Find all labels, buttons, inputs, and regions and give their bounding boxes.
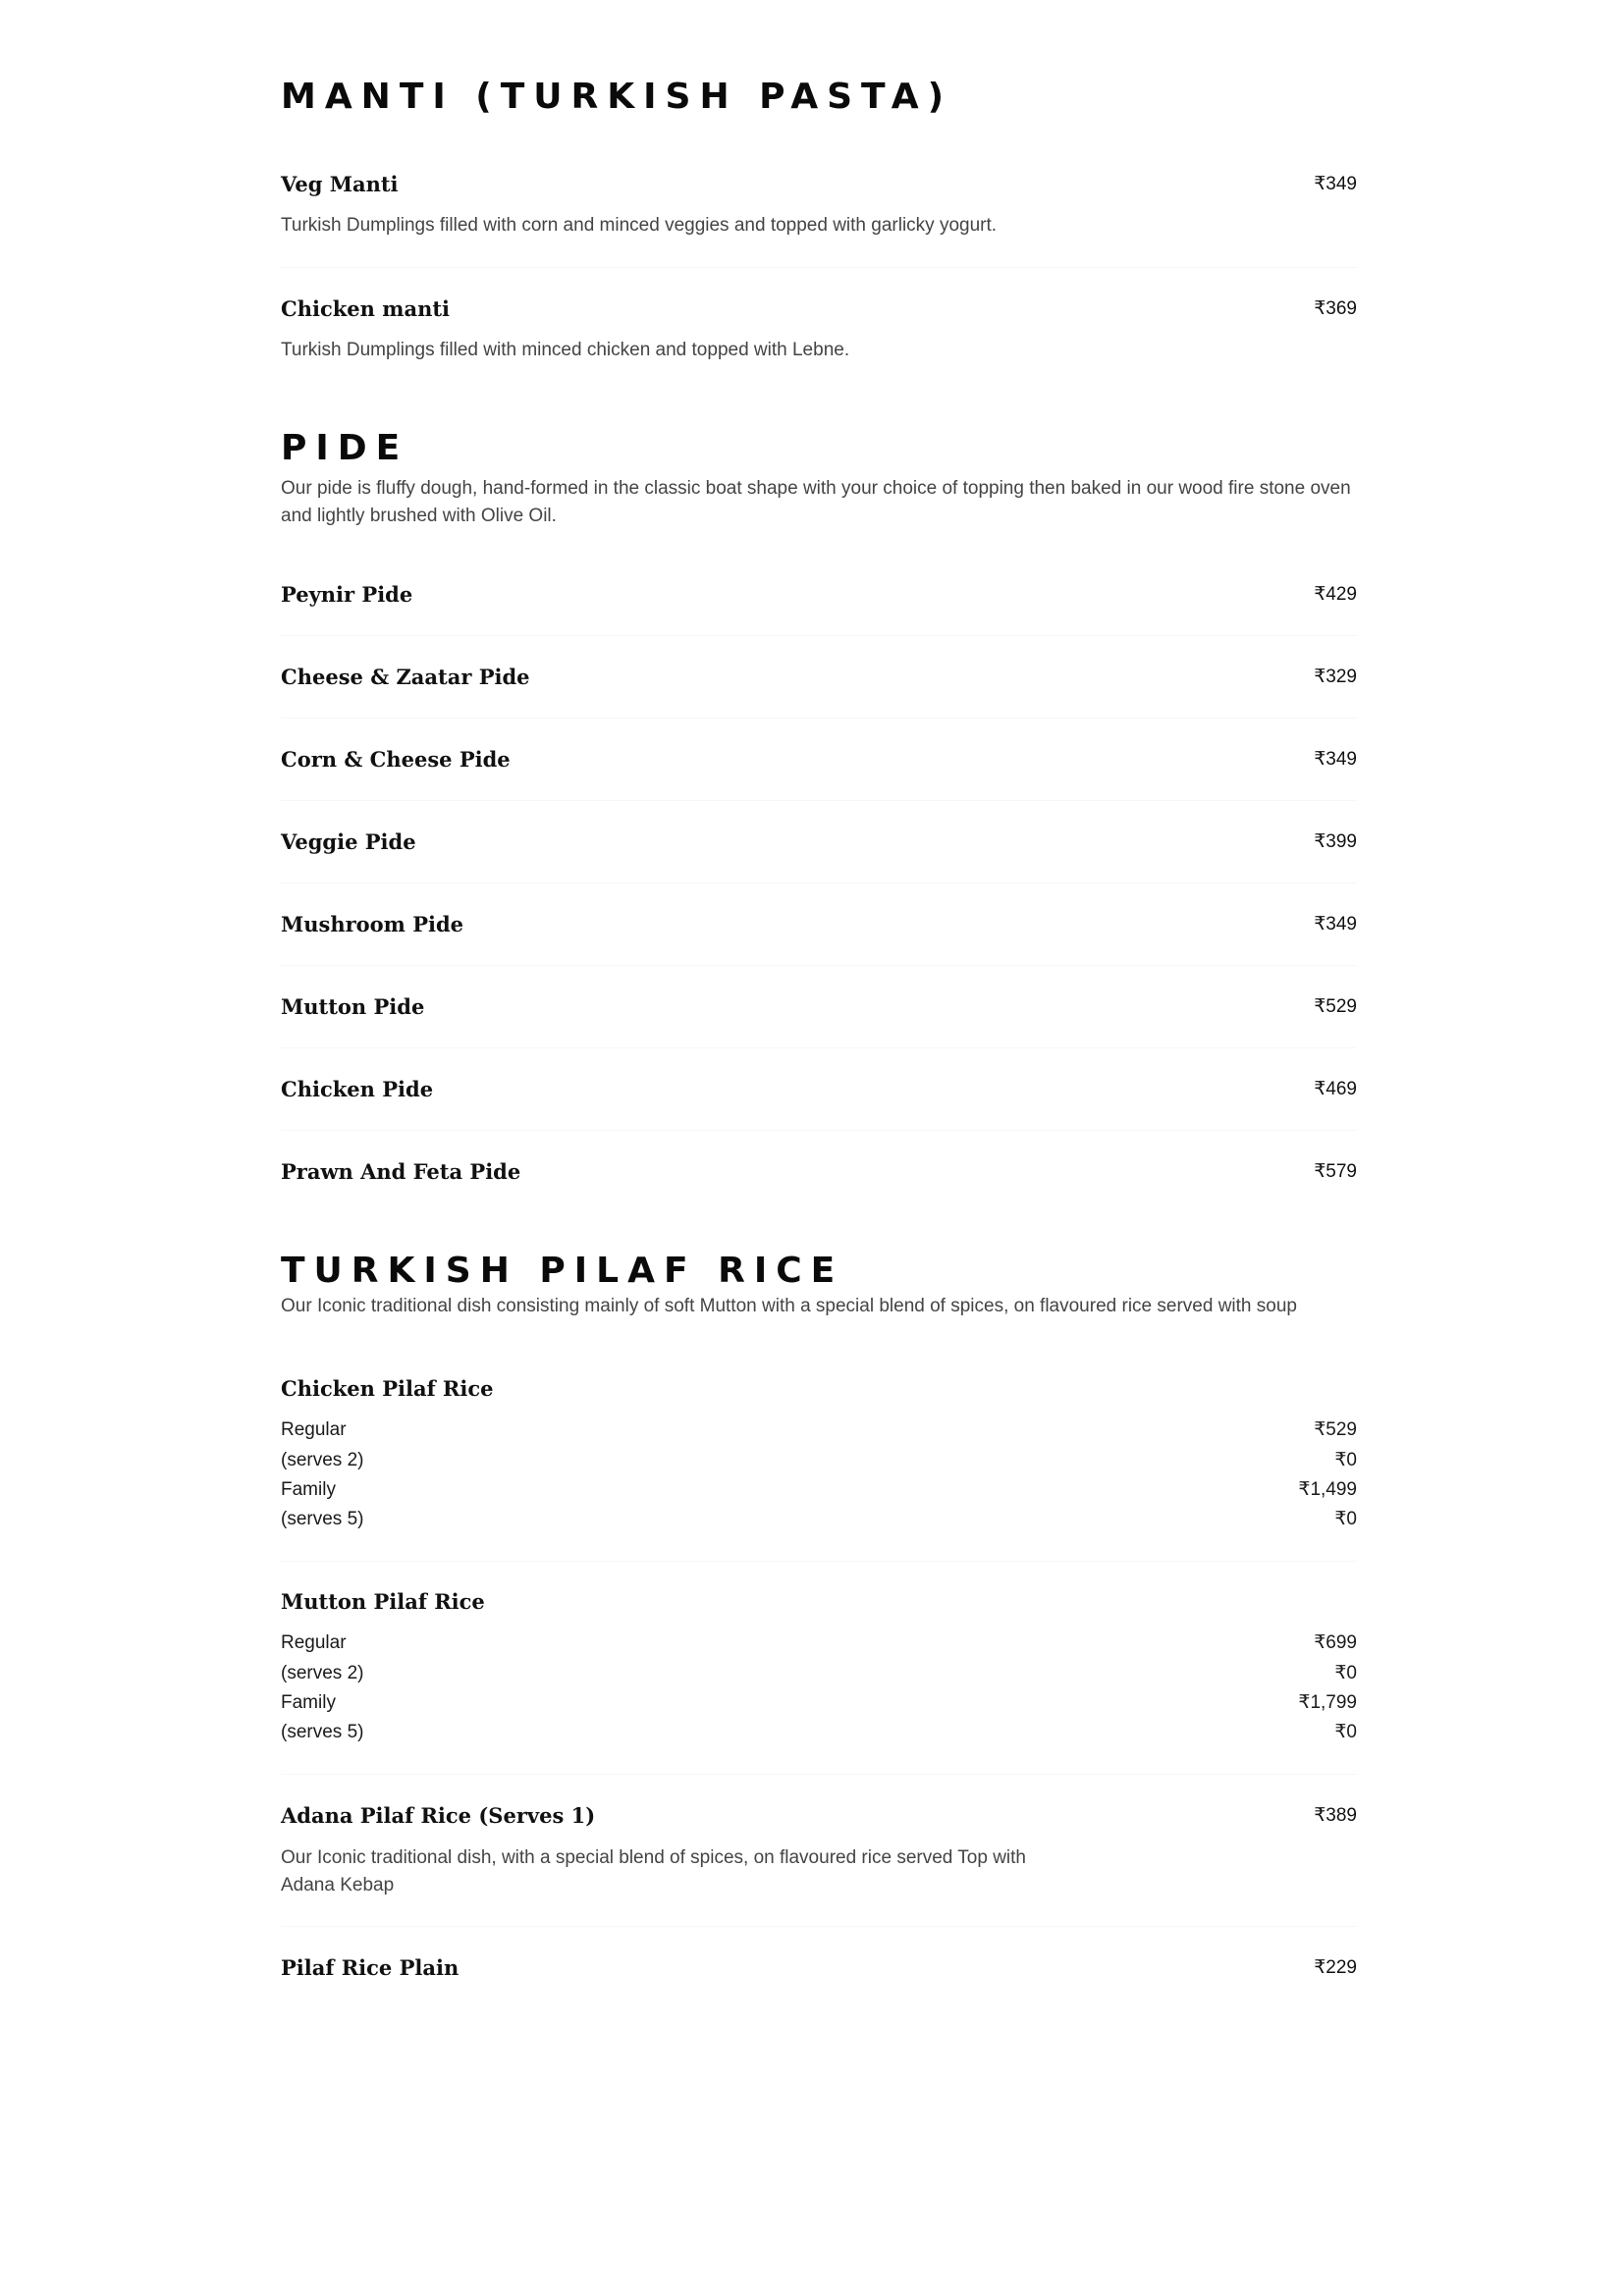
item-name: Veggie Pide bbox=[281, 829, 416, 854]
item-divider bbox=[281, 1561, 1357, 1562]
item-price: ₹349 bbox=[1314, 914, 1357, 934]
item-name: Mushroom Pide bbox=[281, 912, 464, 936]
variant-price: ₹529 bbox=[1314, 1419, 1357, 1440]
variant-row bbox=[281, 1446, 1357, 1475]
variant-price: ₹699 bbox=[1314, 1632, 1357, 1653]
item-name: Cheese & Zaatar Pide bbox=[281, 665, 530, 689]
item-price: ₹429 bbox=[1314, 584, 1357, 605]
item-description: Turkish Dumplings filled with corn and minced veggies and topped with garlicky yogurt. bbox=[281, 215, 998, 236]
menu-item-peynir-pide bbox=[281, 580, 1357, 610]
item-name: Corn & Cheese Pide bbox=[281, 747, 511, 772]
item-divider bbox=[281, 718, 1357, 719]
variant-price: ₹0 bbox=[1334, 1663, 1357, 1683]
item-description: Turkish Dumplings filled with minced chicken and topped with Lebne. bbox=[281, 340, 850, 360]
variant-price: ₹0 bbox=[1334, 1450, 1357, 1470]
item-divider bbox=[281, 882, 1357, 883]
item-price: ₹369 bbox=[1314, 298, 1357, 319]
menu-item-pilaf-rice-plain bbox=[281, 1953, 1357, 1983]
section-description-pilaf: Our Iconic traditional dish consisting mainly of soft Mutton with a special blend of spices, on flavoured rice served with soup bbox=[281, 1296, 1297, 1316]
variant-label: (serves 2) bbox=[281, 1663, 364, 1683]
variant-row bbox=[281, 1718, 1357, 1747]
variant-label: Regular bbox=[281, 1419, 347, 1440]
variant-price: ₹0 bbox=[1334, 1509, 1357, 1529]
item-price: ₹329 bbox=[1314, 667, 1357, 687]
item-name: Pilaf Rice Plain bbox=[281, 1955, 460, 1980]
menu-item-mushroom-pide bbox=[281, 910, 1357, 939]
item-divider bbox=[281, 800, 1357, 801]
item-price: ₹469 bbox=[1314, 1079, 1357, 1099]
variant-row bbox=[281, 1688, 1357, 1718]
menu-item-chicken-manti bbox=[281, 294, 1357, 324]
item-price: ₹349 bbox=[1314, 174, 1357, 194]
variant-label: (serves 2) bbox=[281, 1450, 364, 1470]
item-divider bbox=[281, 965, 1357, 966]
item-name: Mutton Pilaf Rice bbox=[281, 1589, 485, 1614]
item-name: Chicken Pilaf Rice bbox=[281, 1376, 494, 1401]
variant-label: (serves 5) bbox=[281, 1509, 364, 1529]
item-price: ₹399 bbox=[1314, 831, 1357, 852]
item-name: Adana Pilaf Rice (Serves 1) bbox=[281, 1803, 596, 1828]
item-divider bbox=[281, 1047, 1357, 1048]
item-divider bbox=[281, 1130, 1357, 1131]
item-name: Chicken Pide bbox=[281, 1077, 434, 1101]
variant-row bbox=[281, 1475, 1357, 1505]
item-divider bbox=[281, 635, 1357, 636]
item-description: Our Iconic traditional dish, with a special blend of spices, on flavoured rice served Top with Adana Kebap bbox=[281, 1847, 1026, 1896]
variant-price: ₹1,799 bbox=[1298, 1692, 1357, 1713]
item-price: ₹229 bbox=[1314, 1957, 1357, 1978]
menu-item-mutton-pilaf-rice bbox=[281, 1587, 1357, 1617]
variant-price: ₹1,499 bbox=[1298, 1479, 1357, 1500]
section-description-pide: Our pide is fluffy dough, hand-formed in the classic boat shape with your choice of topping then baked in our wood fire stone oven and lightly brushed with Olive Oil. bbox=[281, 478, 1351, 526]
variant-row bbox=[281, 1659, 1357, 1688]
variant-label: Family bbox=[281, 1479, 336, 1500]
item-price: ₹529 bbox=[1314, 996, 1357, 1017]
section-title-pide: PIDE bbox=[281, 428, 409, 468]
item-name: Peynir Pide bbox=[281, 582, 413, 607]
variant-price: ₹0 bbox=[1334, 1722, 1357, 1742]
menu-item-mutton-pide bbox=[281, 992, 1357, 1022]
variant-row bbox=[281, 1415, 1357, 1445]
menu-item-veg-manti bbox=[281, 170, 1357, 199]
item-price: ₹349 bbox=[1314, 749, 1357, 770]
item-price: ₹389 bbox=[1314, 1805, 1357, 1826]
item-name: Mutton Pide bbox=[281, 994, 425, 1019]
variant-row bbox=[281, 1629, 1357, 1658]
item-divider bbox=[281, 267, 1357, 268]
variant-label: Family bbox=[281, 1692, 336, 1713]
item-price: ₹579 bbox=[1314, 1161, 1357, 1182]
menu-item-adana-pilaf-rice bbox=[281, 1801, 1357, 1831]
variant-row bbox=[281, 1505, 1357, 1534]
variant-label: (serves 5) bbox=[281, 1722, 364, 1742]
menu-item-veggie-pide bbox=[281, 828, 1357, 857]
menu-item-corn-cheese-pide bbox=[281, 745, 1357, 774]
item-divider bbox=[281, 1774, 1357, 1775]
menu-item-chicken-pilaf-rice bbox=[281, 1374, 1357, 1404]
variant-label: Regular bbox=[281, 1632, 347, 1653]
item-name: Prawn And Feta Pide bbox=[281, 1159, 521, 1184]
item-name: Chicken manti bbox=[281, 296, 451, 321]
section-title-manti: MANTI (TURKISH PASTA) bbox=[281, 77, 953, 117]
item-divider bbox=[281, 1926, 1357, 1927]
menu-item-prawn-feta-pide bbox=[281, 1157, 1357, 1187]
menu-item-chicken-pide bbox=[281, 1075, 1357, 1104]
section-title-pilaf: TURKISH PILAF RICE bbox=[281, 1251, 844, 1291]
item-name: Veg Manti bbox=[281, 172, 399, 196]
menu-item-cheese-zaatar-pide bbox=[281, 663, 1357, 692]
